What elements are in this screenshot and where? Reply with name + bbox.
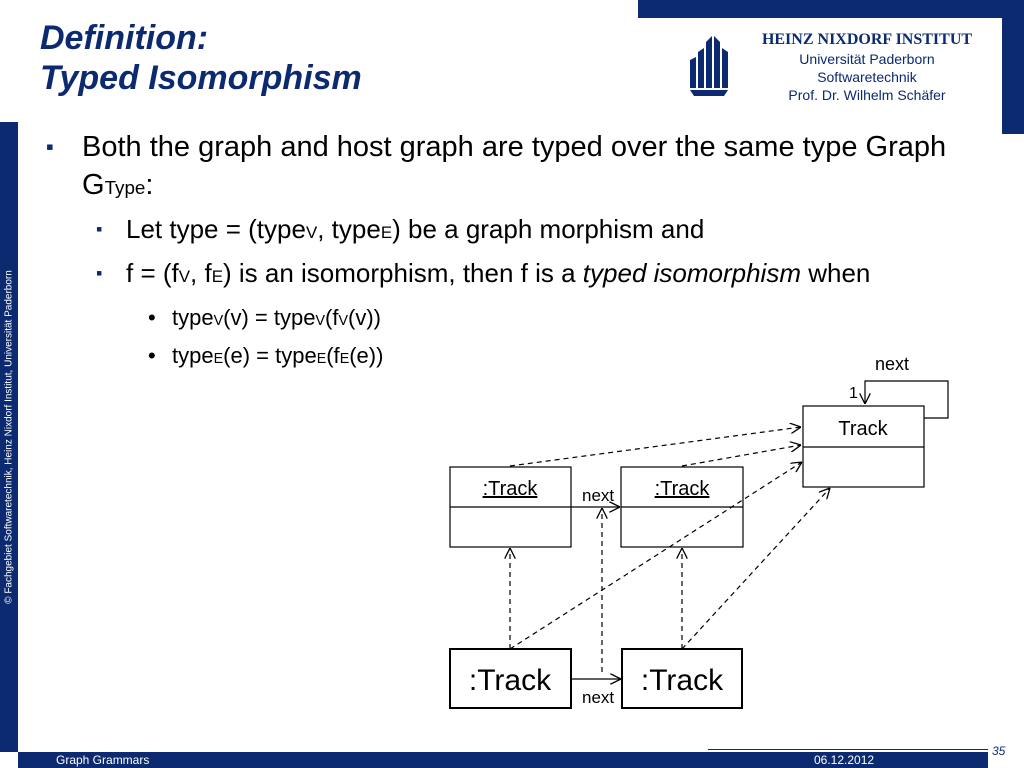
dot-bullet-icon: •	[148, 305, 156, 330]
bullet-text: (e) = type	[223, 343, 317, 368]
bullet-subscript: E	[316, 351, 327, 367]
bullet-subscript: E	[380, 223, 393, 242]
bullet-text: , f	[190, 258, 212, 288]
type-node-label: Track	[838, 418, 888, 440]
host-node-left-label: :Track	[468, 664, 552, 697]
bullet-subscript: V	[305, 223, 318, 242]
bullet-text: (v))	[348, 305, 381, 330]
bullet-text: ) is an isomorphism, then f is a	[222, 258, 583, 288]
graph-edge-label: next	[582, 486, 615, 505]
bullet-subscript: V	[213, 313, 224, 329]
graph-node-right-label: :Track	[654, 478, 710, 500]
bullet-text: (v) = type	[223, 305, 316, 330]
mapping-graph-right-to-type	[682, 445, 801, 466]
host-node-right	[622, 649, 742, 708]
bullet-subscript: V	[178, 267, 191, 286]
bullet-text: (f	[325, 305, 339, 330]
typing-mappings	[510, 427, 830, 672]
bullet-text: type	[172, 305, 214, 330]
dot-bullet-icon: •	[148, 343, 156, 368]
copyright-text: © Fachgebiet Softwaretechnik, Heinz Nixdorf Institut, Universität Paderborn	[3, 270, 15, 604]
logo-line-3: Softwaretechnik	[817, 69, 917, 85]
logo-line-2: Universität Paderborn	[799, 51, 935, 67]
type-node	[803, 406, 924, 487]
bullet-text-end: :	[145, 169, 154, 201]
graph-node-left-label: :Track	[482, 478, 538, 500]
bullet-text: Let type = (type	[126, 214, 306, 244]
square-bullet-icon: ▪	[46, 134, 54, 159]
graph-node-right	[621, 467, 743, 547]
bullet-text: Both the graph and host graph are typed over the same type Graph G	[82, 131, 947, 201]
bullet-emphasis: typed isomorphism	[582, 258, 801, 288]
square-bullet-icon: ▪	[96, 263, 103, 283]
bullet-subscript: E	[339, 351, 350, 367]
bullet-text: ) be a graph morphism and	[392, 214, 705, 244]
host-node-left	[450, 649, 571, 708]
footer-date: 06.12.2012	[814, 753, 875, 767]
bullet-subscript: E	[213, 351, 224, 367]
logo-line-4: Prof. Dr. Wilhelm Schäfer	[788, 87, 946, 103]
logo-line-1: HEINZ NIXDORF INSTITUT	[761, 31, 973, 48]
bullet-subscript: Type	[104, 177, 146, 198]
title-line-1: Definition:	[40, 19, 209, 57]
mapping-graph-left-to-type	[510, 427, 801, 466]
host-node-right-label: :Track	[640, 664, 724, 697]
host-edge-label: next	[582, 688, 615, 707]
bullet-text: (f	[326, 343, 340, 368]
bullet-text: , type	[317, 214, 381, 244]
title-line-2: Typed Isomorphism	[40, 59, 362, 97]
self-edge-multiplicity: 1	[849, 385, 858, 402]
bullet-subscript: V	[338, 313, 348, 329]
footer-divider	[708, 749, 988, 750]
footer-course-title: Graph Grammars	[56, 753, 150, 767]
bullet-text: f = (f	[126, 258, 179, 288]
self-edge-label: next	[875, 354, 910, 374]
bullet-text: (e))	[349, 343, 384, 368]
bullet-subscript: V	[315, 313, 325, 329]
square-bullet-icon: ▪	[96, 219, 103, 239]
bullet-subscript: E	[211, 267, 223, 286]
page-number: 35	[992, 744, 1006, 758]
graph-node-left	[450, 467, 571, 547]
bullet-text: when	[801, 258, 871, 288]
bullet-text: type	[172, 343, 214, 368]
